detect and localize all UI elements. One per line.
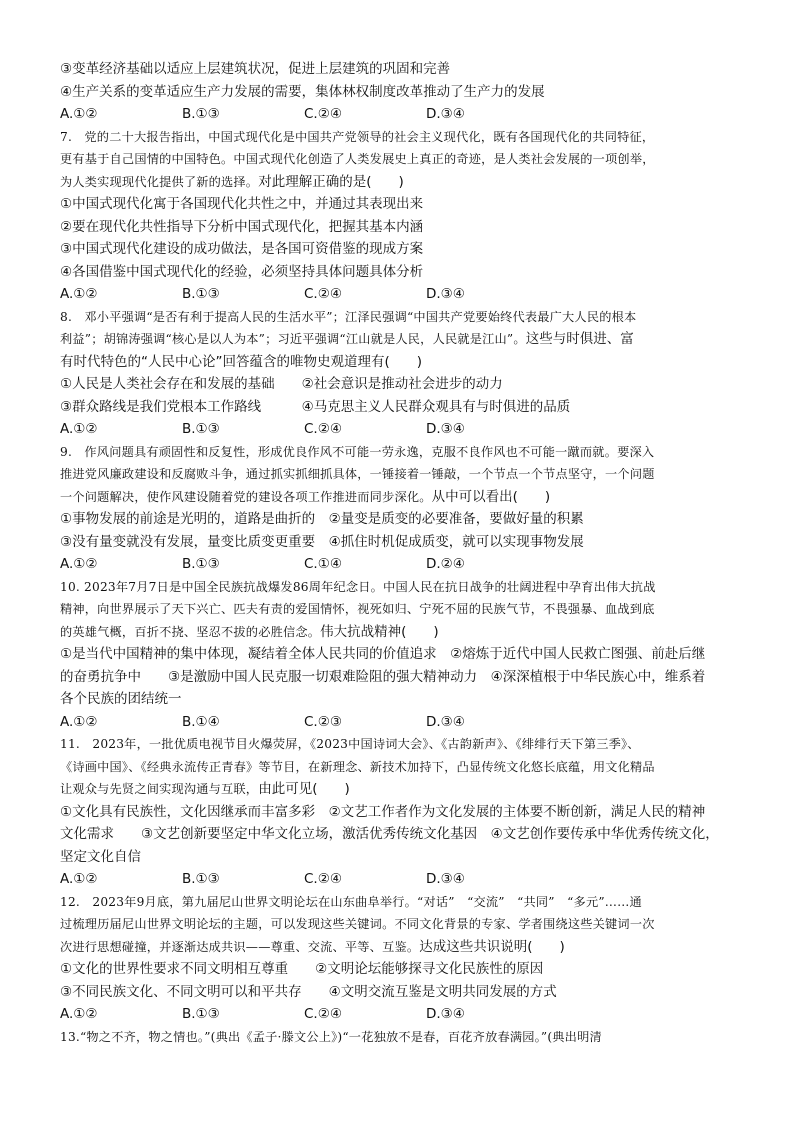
q8-options	[60, 418, 740, 441]
q10-options	[60, 711, 740, 734]
q10-stem-line-2: 精神，向世界展示了天下兴亡、匹夫有责的爱国情怀，视死如归、宁死不屈的民族气节，不畏强暴、血战到底	[60, 602, 655, 616]
q8-stem-line-2: 利益”；胡锦涛强调“核心是以人为本”；习近平强调“江山就是人民，人民就是江山”。这些与时俱进、富	[60, 331, 634, 347]
q12-stem-line-1: 12. 2023年9月底，第九届尼山世界文明论坛在山东曲阜举行。“对话” “交流” “共同” “多元”……通	[60, 894, 642, 909]
q7-stem-line-2: 更有基于自己国情的中国特色。中国式现代化创造了人类发展史上真正的奇迹，是人类社会发展的一项创举，	[60, 152, 655, 166]
q6-options	[60, 103, 740, 126]
q12-option-a[interactable]: A.①②	[60, 1006, 98, 1022]
exam-page	[60, 58, 740, 1048]
q12-option-b[interactable]: B.①③	[182, 1006, 220, 1022]
q7-stem-line-1: 7. 党的二十大报告指出，中国式现代化是中国共产党领导的社会主义现代化，既有各国现代化的共同特征，	[60, 129, 655, 144]
q7-option-d[interactable]: D.③④	[426, 286, 465, 302]
q9-options	[60, 553, 740, 576]
q9-option-a[interactable]: A.①②	[60, 556, 98, 572]
q11-stem-line-1: 11. 2023年，一批优质电视节目火爆荧屏，《2023中国诗词大会》、《古韵新声》、《绯绯行天下第三季》、	[60, 737, 640, 751]
q6-statement-4: ④生产关系的变革适应生产力发展的需要，集体林权制度改革推动了生产力的发展	[60, 83, 545, 100]
q8-option-d[interactable]: D.③④	[426, 421, 465, 437]
q11-statements-line-2: 文化需求 ③文艺创新要坚定中华文化立场，激活优秀传统文化基因 ④文艺创作要传承中华优秀传统文化，	[60, 826, 719, 842]
q6-option-d[interactable]: D.③④	[426, 106, 465, 122]
q8-stem-line-1: 8. 邓小平强调“是否有利于提高人民的生活水平”；江泽民强调“中国共产党要始终代表最广大人民的根本	[60, 309, 637, 324]
q8-stem-line-3: 有时代特色的“人民中心论”回答蕴含的唯物史观道理有( )	[60, 353, 423, 370]
q13-stem-line-1: 13.“物之不齐，物之情也。”(典出《孟子·滕文公上》)“一花独放不是春，百花齐放春满园。”(典出明清	[60, 1029, 602, 1044]
q11-options	[60, 868, 740, 891]
q11-option-c[interactable]: C.②④	[304, 871, 342, 887]
q10-option-b[interactable]: B.①④	[182, 713, 220, 730]
q6-option-c[interactable]: C.②④	[304, 106, 342, 122]
q8-option-b[interactable]: B.①③	[182, 421, 220, 437]
q6-option-b[interactable]: B.①③	[182, 106, 220, 122]
q6-statement-3: ③变革经济基础以适应上层建筑状况，促进上层建筑的巩固和完善	[60, 61, 451, 77]
q9-option-d[interactable]: D.②④	[426, 556, 465, 572]
q12-stem-line-3: 次进行思想碰撞，并逐渐达成共识——尊重、交流、平等、互鉴。达成这些共识说明( )	[60, 938, 565, 955]
q7-option-b[interactable]: B.①③	[182, 286, 220, 302]
q11-statements-line-3: 坚定文化自信	[60, 848, 141, 865]
q12-statements-3-4: ③不同民族文化、不同文明可以和平共存 ④文明交流互鉴是文明共同发展的方式	[60, 983, 557, 1000]
q12-options	[60, 1003, 740, 1026]
q10-stem-line-1: 10. 2023年7月7日是中国全民族抗战爆发86周年纪念日。中国人民在抗日战争的壮阔进程中孕育出伟大抗战	[60, 579, 656, 594]
q9-stem-line-1: 9. 作风问题具有顽固性和反复性，形成优良作风不可能一劳永逸，克服不良作风也不可能一蹴而就。要深入	[60, 444, 655, 459]
q10-statements-line-3: 各个民族的团结统一	[60, 691, 182, 707]
q12-option-d[interactable]: D.③④	[426, 1006, 465, 1022]
q11-option-d[interactable]: D.③④	[426, 871, 465, 887]
q9-statements-3-4: ③没有量变就没有发展，量变比质变更重要 ④抓住时机促成质变，就可以实现事物发展	[60, 533, 584, 550]
q12-option-c[interactable]: C.②④	[304, 1006, 342, 1022]
q7-statement-2: ②要在现代化共性指导下分析中国式现代化，把握其基本内涵	[60, 218, 424, 235]
q9-statements-1-2: ①事物发展的前途是光明的，道路是曲折的 ②量变是质变的必要准备，要做好量的积累	[60, 511, 584, 527]
q9-option-b[interactable]: B.①③	[182, 556, 220, 572]
q11-stem-line-3: 让观众与先贤之间实现沟通与互联，由此可见( )	[60, 781, 350, 797]
q10-option-d[interactable]: D.③④	[426, 713, 465, 730]
q7-statement-4: ④各国借鉴中国式现代化的经验，必须坚持具体问题具体分析	[60, 263, 424, 280]
q10-stem-line-3: 的英雄气概，百折不挠、坚忍不拔的必胜信念。伟大抗战精神( )	[60, 623, 439, 640]
q11-statements-line-1: ①文化具有民族性，文化因继承而丰富多彩 ②文艺工作者作为文化发展的主体要不断创新，满足人民的精神	[60, 803, 706, 820]
q7-statement-3: ③中国式现代化建设的成功做法，是各国可资借鉴的现成方案	[60, 241, 424, 257]
q7-options	[60, 283, 740, 306]
q9-option-c[interactable]: C.①④	[304, 556, 342, 572]
q9-stem-line-2: 推进党风廉政建设和反腐败斗争，通过抓实抓细抓具体，一锤接着一锤敲，一个节点一个节点坚守，一个问题	[60, 467, 655, 481]
q10-statements-line-1: ①是当代中国精神的集中体现，凝结着全体人民共同的价值追求 ②熔炼于近代中国人民救亡图强、前赴后继	[60, 646, 706, 662]
q8-statements-1-2: ①人民是人类社会存在和发展的基础 ②社会意识是推动社会进步的动力	[60, 376, 503, 392]
q12-stem-line-2: 过梳理历届尼山世界文明论坛的主题，可以发现这些关键词。不同文化背景的专家、学者围绕这些关键词一次	[60, 917, 655, 931]
q10-statements-line-2: 的奋勇抗争中 ③是激励中国人民克服一切艰难险阻的强大精神动力 ④深深植根于中华民族心中，维系着	[60, 668, 706, 685]
q8-statements-3-4: ③群众路线是我们党根本工作路线 ④马克思主义人民群众观具有与时俱进的品质	[60, 398, 571, 415]
q11-option-a[interactable]: A.①②	[60, 871, 98, 887]
q7-statement-1: ①中国式现代化寓于各国现代化共性之中，并通过其表现出来	[60, 196, 424, 212]
q11-stem-line-2: 《诗画中国》、《经典永流传正青春》等节目，在新理念、新技术加持下，凸显传统文化悠长底蕴，用文化精品	[60, 759, 655, 774]
q10-option-c[interactable]: C.②③	[304, 713, 342, 730]
q12-statements-1-2: ①文化的世界性要求不同文明相互尊重 ②文明论坛能够探寻文化民族性的原因	[60, 961, 544, 977]
q11-option-b[interactable]: B.①③	[182, 871, 220, 887]
q7-option-c[interactable]: C.②④	[304, 286, 342, 302]
q6-option-a[interactable]: A.①②	[60, 106, 98, 122]
q7-option-a[interactable]: A.①②	[60, 286, 98, 302]
q8-option-a[interactable]: A.①②	[60, 421, 98, 437]
q8-option-c[interactable]: C.②④	[304, 421, 342, 437]
q7-stem-line-3: 为人类实现现代化提供了新的选择。对此理解正确的是( )	[60, 173, 404, 190]
q10-option-a[interactable]: A.①②	[60, 713, 98, 730]
q9-stem-line-3: 一个问题解决，使作风建设随着党的建设各项工作推进而同步深化。从中可以看出( )	[60, 488, 551, 505]
